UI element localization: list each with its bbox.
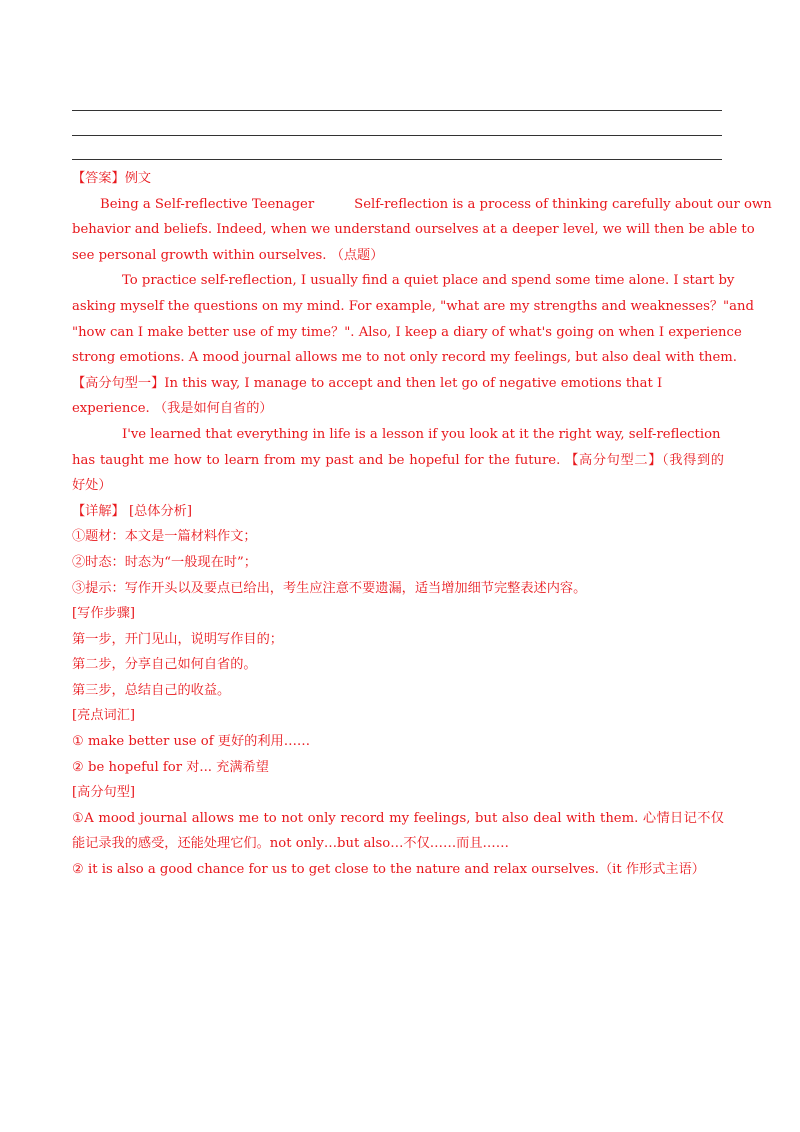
overview-item-2: ②时态：时态为“一般现在时”；: [72, 554, 257, 570]
sentences-header: [高分句型]: [72, 785, 136, 801]
essay-p2-line-2: asking myself the questions on my mind. For example, "what are my strengths and weaknesses？"and: [72, 298, 754, 314]
answer-header: 【答案】例文: [72, 171, 152, 186]
essay-p1-line-2: behavior and beliefs. Indeed, when we understand ourselves at a deeper level, we will then be able to: [72, 222, 755, 238]
step-item-3: 第三步，总结自己的收益。: [72, 682, 231, 698]
essay-p3-line-3: 好处）: [72, 478, 112, 494]
essay-p3-line-1: I've learned that everything in life is a lesson if you look at it the right way, self-reflection: [122, 426, 721, 442]
answer-content: [72, 166, 772, 883]
steps-header: [写作步骤]: [72, 606, 136, 622]
essay-p2-line-1: To practice self-reflection, I usually find a quiet place and spend some time alone. I start by: [122, 273, 735, 289]
essay-p2-line-4: strong emotions. A mood journal allows me to not only record my feelings, but also deal with them.: [72, 350, 737, 366]
essay-p1-line-3: see personal growth within ourselves. （点题）: [72, 247, 384, 263]
answer-blank-line-1: [72, 110, 722, 111]
step-item-2: 第二步，分享自己如何自省的。: [72, 657, 257, 673]
essay-p2-line-5: 【高分句型一】In this way, I manage to accept and then let go of negative emotions that I: [72, 375, 663, 391]
sentence-item-1-cont: 能记录我的感受，还能处理它们。not only…but also…不仅……而且……: [72, 836, 509, 852]
vocab-item-1: ① make better use of 更好的利用……: [72, 734, 311, 750]
overview-item-3: ③提示：写作开头以及要点已给出，考生应注意不要遗漏，适当增加细节完整表述内容。: [72, 580, 587, 596]
sentence-item-1: ①A mood journal allows me to not only record my feelings, but also deal with them. 心情日记不仅: [72, 810, 724, 826]
essay-p2-line-6: experience. （我是如何自省的）: [72, 401, 273, 417]
essay-p2-line-3: "how can I make better use of my time？". Also, I keep a diary of what's going on when I experience: [72, 324, 742, 340]
overview-item-1: ①题材：本文是一篇材料作文；: [72, 529, 257, 545]
answer-blank-line-3: [72, 159, 722, 160]
essay-p3-line-2: has taught me how to learn from my past and be hopeful for the future. 【高分句型二】（我得到的: [72, 452, 724, 468]
step-item-1: 第一步，开门见山，说明写作目的；: [72, 631, 283, 647]
vocab-header: [亮点词汇]: [72, 708, 136, 724]
essay-p1-line-1: Self-reflection is a process of thinking carefully about our own: [354, 196, 772, 212]
answer-blank-line-2: [72, 135, 722, 136]
vocab-item-2: ② be hopeful for 对... 充满希望: [72, 759, 269, 775]
essay-title: Being a Self-reflective Teenager: [100, 196, 315, 212]
sentence-item-2: ② it is also a good chance for us to get close to the nature and relax ourselves.（it 作形式主语）: [72, 862, 705, 878]
analysis-header: 【详解】 [总体分析]: [72, 503, 192, 519]
essay-first-line: [72, 192, 772, 218]
